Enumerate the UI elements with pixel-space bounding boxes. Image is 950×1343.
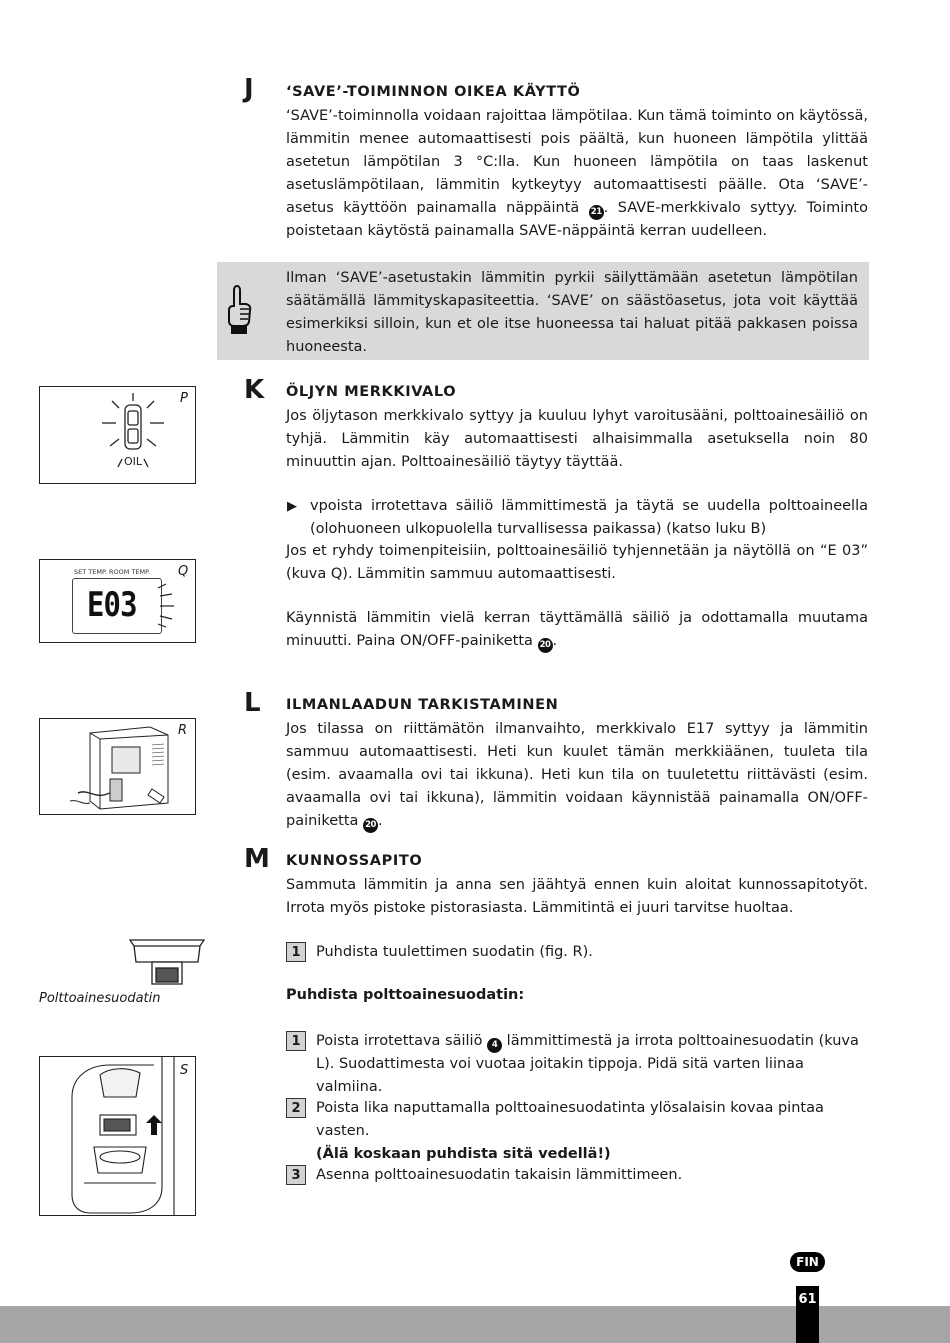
subheading-fuel-filter: Puhdista polttoainesuodatin: — [286, 987, 525, 1003]
step-reinstall-filter: Asenna polttoainesuodatin takaisin lämmittimeen. — [316, 1167, 683, 1183]
note-box — [217, 262, 869, 360]
warning-no-water: (Älä koskaan puhdista sitä vedellä!) — [316, 1146, 611, 1162]
display-caption: SET TEMP. ROOM TEMP. — [74, 568, 151, 576]
oil-text: OIL — [123, 455, 143, 468]
heading-oil-indicator: ÖLJYN MERKKIVALO — [286, 384, 457, 400]
page-number: 61 — [796, 1286, 819, 1343]
paragraph-air-quality: Jos tilassa on riittämätön ilmanvaihto, merkkivalo E17 syttyy ja lämmitin sammuu automaattisesti. Heti kun kuulet tämän merkkiäänen, tuuleta tila (esim. avaamalla ovi tai ikkuna). Heti kun tila on tuuletettu riittävästi (esim. avaamalla ovi tai ikkuna), lämmitin voidaan käynnistää painamalla ON/OFF-painiketta 20 . — [286, 718, 868, 833]
step-number: 2 — [286, 1098, 306, 1118]
pointing-hand-icon — [225, 284, 255, 336]
figure-label: Q — [178, 564, 189, 579]
paragraph-e03: Jos et ryhdy toimenpiteisiin, polttoainesäiliö tyhjennetään ja näytöllä on “E 03” (kuva Q). Lämmitin sammuu automaattisesti. — [286, 543, 868, 582]
figure-label: P — [180, 391, 188, 406]
language-badge: FIN — [790, 1252, 825, 1272]
heading-maintenance: KUNNOSSAPITO — [286, 853, 423, 869]
section-letter-k: K — [244, 375, 265, 405]
figure-r-heater-fan-filter — [39, 718, 196, 815]
paragraph-restart: Käynnistä lämmitin vielä kerran täyttämällä säiliö ja odottamalla muutama minuutti. Paina ON/OFF-painiketta 20 . — [286, 607, 868, 653]
section-letter-l: L — [244, 688, 261, 718]
button-20-icon: 20 — [363, 818, 378, 833]
heater-back-icon — [60, 723, 188, 811]
step-number: 1 — [286, 942, 306, 962]
part-4-icon: 4 — [487, 1038, 502, 1053]
heading-save-function: ‘SAVE’-TOIMINNON OIKEA KÄYTTÖ — [286, 84, 581, 100]
figure-label: R — [178, 723, 188, 738]
figure-q-e03-display — [39, 559, 196, 643]
figure-label: S — [180, 1063, 189, 1078]
fuel-filter-icon — [126, 936, 208, 990]
button-20-icon: 20 — [538, 638, 553, 653]
bullet-arrow-icon: ▶ — [287, 499, 297, 514]
blink-rays-icon — [138, 582, 178, 628]
note-text: Ilman ‘SAVE’-asetustakin lämmitin pyrkii säilyttämään asetetun lämpötilan säätämällä lämmityskapasiteettia. ‘SAVE’ on säästöasetus, jota voit käyttää esimerkiksi silloin, kun et ole itse huoneessa tai haluat pitää pakkasen poissa huoneesta. — [286, 270, 858, 355]
section-letter-j: J — [244, 74, 254, 104]
figure-s-fuel-filter-removal — [39, 1056, 196, 1216]
step-remove-tank: Poista irrotettava säiliö 4 lämmittimestä ja irrota polttoainesuodatin (kuva L). Suodattimesta voi vuotaa joitakin tippoja. Pidä sitä varten liinaa valmiina. — [316, 1033, 859, 1095]
paragraph-save-function: ‘SAVE’-toiminnolla voidaan rajoittaa lämpötilaa. Kun tämä toiminto on käytössä, lämmitin menee automaattisesti pois päältä, kun huoneen lämpötila ylittää asetetun lämpötilan 3 °C:lla. Kun huoneen lämpötila on taas laskenut asetuslämpötilaan, lämmitin kytkeytyy automaattisesti päälle. Ota ‘SAVE’-asetus käyttöön painamalla näppäintä 21 . SAVE-merkkivalo syttyy. Toiminto poistetaan käytöstä painamalla SAVE-näppäintä kerran uudelleen. — [286, 108, 868, 239]
bullet-remove-tank: vpoista irrotettava säiliö lämmittimestä ja täytä se uudella polttoaineella (olohuoneen ulkopuolella turvallisessa paikassa) (katso luku B) — [310, 498, 868, 537]
step-number: 3 — [286, 1165, 306, 1185]
section-letter-m: M — [244, 844, 270, 874]
oil-light-icon — [88, 391, 178, 479]
heading-air-quality: ILMANLAADUN TARKISTAMINEN — [286, 697, 559, 713]
paragraph-maintenance: Sammuta lämmitin ja anna sen jäähtyä ennen kuin aloitat kunnossapitotyöt. Irrota myös pistoke pistorasiasta. Lämmitintä ei juuri tarvitse huoltaa. — [286, 877, 868, 916]
button-21-icon: 21 — [589, 205, 604, 220]
figure-p-oil-indicator — [39, 386, 196, 484]
paragraph-oil-indicator: Jos öljytason merkkivalo syttyy ja kuuluu lyhyt varoitusääni, polttoainesäiliö on tyhjä. Lämmitin käy automaattisesti alhaisimmalla asetuksella noin 80 minuuttin ajan. Polttoainesäiliö täytyy täyttää. — [286, 408, 868, 470]
filter-removal-icon — [70, 1057, 195, 1215]
step-clean-fan-filter: Puhdista tuulettimen suodatin (fig. R). — [316, 944, 593, 960]
step-number: 1 — [286, 1031, 306, 1051]
fuel-filter-caption: Polttoainesuodatin — [39, 991, 161, 1006]
error-code: E03 — [87, 585, 137, 625]
step-tap-filter: Poista lika naputtamalla polttoainesuodatinta ylösalaisin kovaa pintaa vasten. (Älä koskaan puhdista sitä vedellä!) — [316, 1100, 824, 1162]
